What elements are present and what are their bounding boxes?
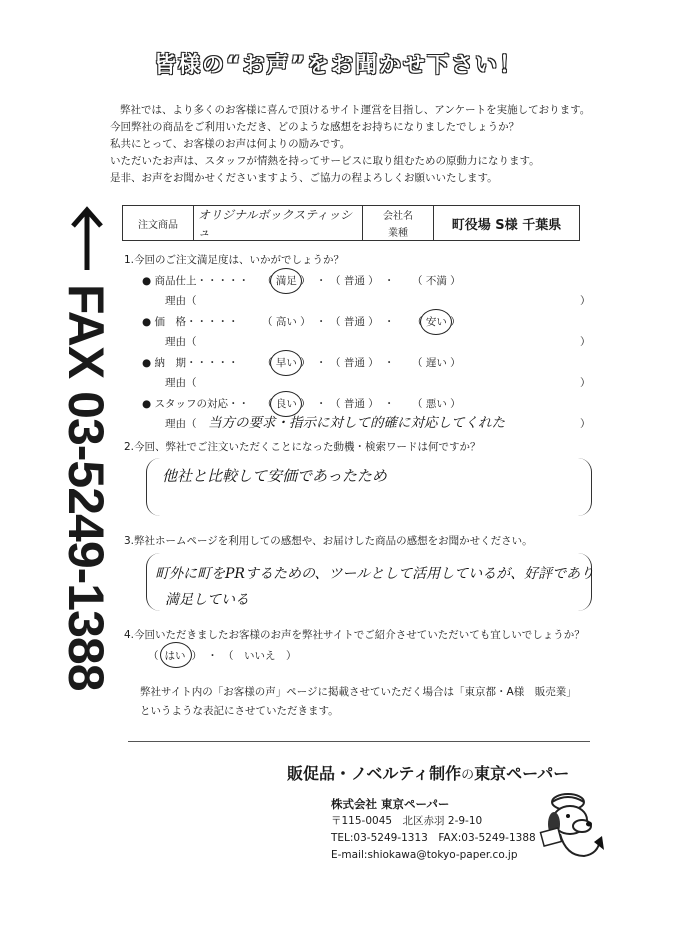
q1-option: （ 普通 ） ・ [330,316,395,328]
page-title: 皆様の“お声”をお聞かせ下さい！ [154,53,523,78]
product-label: 注文商品 [123,206,194,241]
q1-option: （ 早い ） ・ [262,357,327,369]
q1-reason-label: 理由（ [165,418,197,430]
q1-staff-reason: 当方の要求・指示に対して的確に対応してくれた [208,415,505,431]
q3-answer-line2: 満足している [165,592,249,608]
q1-option: （ 普通 ） ・ [330,357,395,369]
q1-item-label: ● 納 期・・・・・ [142,357,239,369]
selected-circle [270,268,302,294]
q4-no: いいえ [244,650,276,662]
q4-note-line2: というような表記にさせていただきます。 [140,705,339,717]
industry-label: 業種 [363,223,434,241]
dog-mascot-icon [538,786,608,862]
order-info-table [122,205,580,241]
q1-option: （ 普通 ） ・ [330,275,395,287]
company-info [331,796,536,864]
q4-yes-circle [160,642,192,668]
intro-line: いただいたお声は、スタッフが情熱を持ってサービスに取り組むための原動力になります。 [110,155,540,167]
q1-option: （ 普通 ） ・ [330,398,395,410]
company-label: 会社名 [363,206,434,224]
q1-reason-close: ） [580,295,591,307]
q1-reason-close: ） [580,377,591,389]
q1-item-label: ● スタッフの対応・・ [142,398,249,410]
arrow-up-icon [69,204,105,274]
q1-question: 1.今回のご注文満足度は、いかがでしょうか？ [124,254,345,266]
q4-note-line1: 弊社サイト内の「お客様の声」ページに掲載させていただく場合は「東京都・A様 販売業」 [140,686,577,698]
q1-option: （ 満足 ） ・ [262,275,327,287]
company-name: 株式会社 東京ペーパー [331,797,450,811]
company-email: E-mail:shiokawa@tokyo-paper.co.jp [331,849,518,861]
intro-line: 今回弊社の商品をご利用いただき、どのような感想をお持ちになりましたでしょうか？ [110,121,520,133]
company-tel-fax: TEL:03-5249-1313 FAX:03-5249-1388 [331,832,536,844]
footer-divider [128,741,590,742]
q4-yes: はい [164,650,186,662]
q1-reason-close: ） [580,336,591,348]
q2-answer: 他社と比較して安価であったため [162,467,387,485]
q1-reason-label: 理由（ [165,377,197,389]
q1-item-label: ● 価 格・・・・・ [142,316,239,328]
q1-reason-label: 理由（ [165,295,197,307]
footer-tagline: 販促品・ノベルティ制作の東京ペーパー [287,764,570,783]
q1-reason-close: ） [580,418,591,430]
company-address: 〒115-0045 北区赤羽 2-9-10 [331,815,483,827]
selected-circle [270,350,302,376]
q4-options: （ はい ） ・ （ いいえ ） [148,650,297,662]
q1-option: （ 悪い ） [412,398,461,410]
fax-number: FAX 03-5249-1388 [58,284,114,691]
q1-reason-label: 理由（ [165,336,197,348]
customer-value: 町役場 S様 千葉県 [434,206,580,241]
q3-question: 3.弊社ホームページを利用しての感想や、お届けした商品の感想をお聞かせください。 [124,535,533,547]
intro-line: 私共にとって、お客様のお声は何よりの励みです。 [110,138,351,150]
q1-option: （ 高い ） ・ [262,316,327,328]
selected-circle [420,309,452,335]
fax-banner [56,204,116,824]
q1-item-label: ● 商品仕上・・・・・ [142,275,249,287]
intro-line: 是非、お声をお聞かせくださいますよう、ご協力の程よろしくお願いいたします。 [110,172,498,184]
q1-option: （ 遅い ） [412,357,461,369]
q3-answer-line1: 町外に町をPRするための、ツールとして活用しているが、好評であり [155,566,595,582]
q1-option: （ 良い ） ・ [262,398,327,410]
intro-line: 弊社では、より多くのお客様に喜んで頂けるサイト運営を目指し、アンケートを実施しております。 [120,104,591,116]
q4-question: 4.今回いただきましたお客様のお声を弊社サイトでご紹介させていただいても宜しいでしょうか？ [124,629,585,641]
q1-option: （ 安い ） [412,316,461,328]
q1-option: （ 不満 ） [412,275,461,287]
q2-question: 2.今回、弊社でご注文いただくことになった動機・検索ワードは何ですか？ [124,441,481,453]
intro-text [110,102,590,187]
product-value: オリジナルボックスティッシュ [194,206,363,241]
